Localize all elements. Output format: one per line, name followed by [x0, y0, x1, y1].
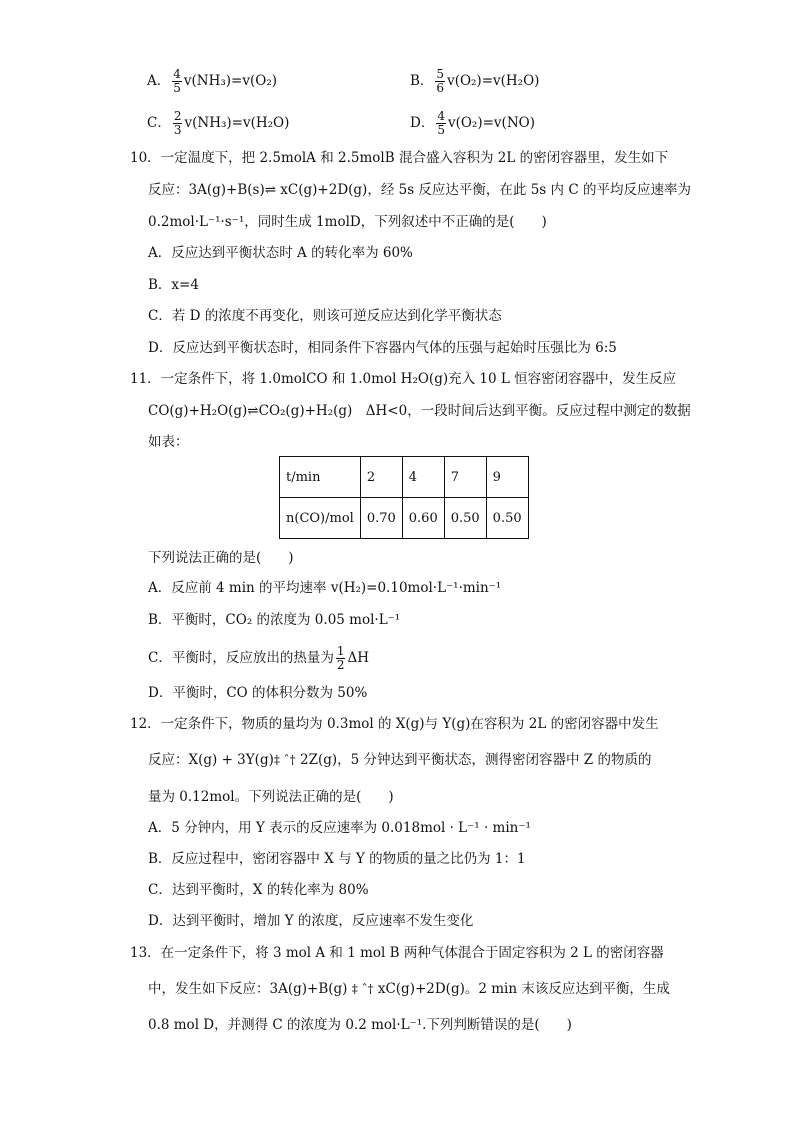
fraction-denominator: 3	[173, 123, 182, 137]
q11-option-b: B．平衡时，CO₂ 的浓度为 0.05 mol·L⁻¹	[148, 612, 401, 628]
table-cell: 9	[486, 457, 528, 498]
q10-stem-line-1: 10．一定温度下，把 2.5molA 和 2.5molB 混合盛入容积为 2L 的密闭容器里，发生如下	[130, 150, 669, 166]
q9-option-d	[410, 110, 535, 137]
table-header-nco: n(CO)/mol	[280, 498, 361, 539]
q11-option-c-fraction	[336, 645, 346, 672]
fraction-denominator: 6	[436, 81, 445, 95]
q12-option-d: D．达到平衡时，增加 Y 的浓度，反应速率不发生变化	[148, 913, 474, 929]
fraction-numerator: 5	[436, 67, 445, 81]
q9-option-d-fraction	[436, 110, 446, 137]
fraction-numerator: 2	[173, 109, 182, 123]
table-cell: 7	[444, 457, 486, 498]
q11-data-table	[279, 456, 529, 539]
fraction-numerator: 1	[336, 644, 345, 658]
fraction-denominator: 5	[173, 81, 181, 95]
q9-option-d-expr: v(O₂)=v(NO)	[447, 115, 535, 131]
q9-option-a-label: A．	[147, 73, 171, 89]
table-row	[280, 498, 529, 539]
q11-stem-line-3: 如表：	[148, 434, 189, 450]
q11-option-c-delta-h: ΔH	[347, 650, 370, 666]
q12-stem-line-3: 量为 0.12mol。下列说法正确的是( )	[148, 789, 394, 805]
equilibrium-arrow-icon: ‡ ˆ†	[351, 982, 374, 996]
q9-option-c-label: C．	[147, 115, 171, 131]
table-cell: 0.50	[444, 498, 486, 539]
q11-option-d: D．平衡时，CO 的体积分数为 50%	[148, 685, 368, 701]
q9-option-c-fraction	[173, 110, 183, 137]
q9-option-b-expr: v(O₂)=v(H₂O)	[447, 73, 540, 89]
q11-stem-line-2: CO(g)+H₂O(g)⇌CO₂(g)+H₂(g) ΔH<0，一段时间后达到平衡。反应过程中测定的数据	[148, 403, 691, 419]
equilibrium-arrow-icon: ‡ ˆ†	[273, 753, 296, 767]
q12-stem-line-1: 12．一定条件下，物质的量均为 0.3mol 的 X(g)与 Y(g)在容积为 2L 的密闭容器中发生	[130, 716, 659, 732]
fraction-denominator: 2	[336, 658, 345, 672]
fraction-numerator: 4	[437, 109, 445, 123]
q9-option-c	[147, 110, 289, 137]
q9-option-b-label: B．	[410, 73, 434, 89]
q13-stem-line-3: 0.8 mol D，并测得 C 的浓度为 0.2 mol·L⁻¹.下列判断错误的是( )	[148, 1017, 572, 1033]
table-cell: 0.70	[360, 498, 402, 539]
q9-option-d-label: D．	[410, 115, 435, 131]
q10-option-c: C．若 D 的浓度不再变化，则该可逆反应达到化学平衡状态	[148, 308, 502, 324]
fraction-denominator: 5	[437, 123, 445, 137]
q13-reaction-text: 中，发生如下反应：3A(g)+B(g)	[148, 981, 352, 997]
q12-reaction-text: 反应：X(g) + 3Y(g)	[148, 752, 274, 768]
q10-stem-line-2: 反应：3A(g)+B(s)⇌ xC(g)+2D(g)，经 5s 反应达平衡，在此 5s 内 C 的平均反应速率为	[148, 182, 691, 198]
q12-option-a: A．5 分钟内，用 Y 表示的反应速率为 0.018mol · L⁻¹ · min⁻¹	[148, 820, 531, 836]
q9-option-c-expr: v(NH₃)=v(H₂O)	[184, 115, 290, 131]
q12-option-c: C．达到平衡时，X 的转化率为 80%	[148, 882, 369, 898]
q13-stem-line-2	[148, 979, 670, 999]
q9-option-a-expr: v(NH₃)=v(O₂)	[183, 73, 277, 89]
q11-stem-line-1: 11．一定条件下，将 1.0molCO 和 1.0mol H₂O(g)充入 10 L 恒容密闭容器中，发生反应	[130, 371, 677, 387]
q12-stem-line-2	[148, 750, 651, 770]
q10-option-d: D．反应达到平衡状态时，相同条件下容器内气体的压强与起始时压强比为 6:5	[148, 340, 617, 356]
table-cell: 4	[402, 457, 444, 498]
q11-prompt: 下列说法正确的是( )	[148, 550, 294, 566]
q9-option-b-fraction	[435, 68, 445, 95]
q12-option-b: B．反应过程中，密闭容器中 X 与 Y 的物质的量之比仍为 1：1	[148, 851, 526, 867]
table-cell: 0.50	[486, 498, 528, 539]
q12-reaction-rest: 2Z(g)，5 分钟达到平衡状态，测得密闭容器中 Z 的物质的	[295, 752, 652, 768]
table-header-time: t/min	[280, 457, 361, 498]
q10-option-a: A．反应达到平衡状态时 A 的转化率为 60%	[148, 245, 413, 261]
q9-option-b	[410, 68, 539, 95]
table-row	[280, 457, 529, 498]
q11-option-a: A．反应前 4 min 的平均速率 v(H₂)=0.10mol·L⁻¹·min⁻¹	[148, 580, 502, 596]
q13-reaction-rest: xC(g)+2D(g)。2 min 末该反应达到平衡，生成	[373, 981, 670, 997]
q10-option-b: B．x=4	[148, 277, 199, 293]
q10-stem-line-3: 0.2mol·L⁻¹·s⁻¹，同时生成 1molD，下列叙述中不正确的是( )	[148, 214, 547, 230]
q13-stem-line-1: 13．在一定条件下，将 3 mol A 和 1 mol B 两种气体混合于固定容积为 2 L 的密闭容器	[130, 945, 664, 961]
q11-option-c	[148, 645, 369, 672]
q9-option-a-fraction	[172, 68, 182, 95]
q11-option-c-text: C．平衡时，反应放出的热量为	[148, 650, 334, 666]
table-cell: 0.60	[402, 498, 444, 539]
q9-option-a	[147, 68, 277, 95]
fraction-numerator: 4	[173, 67, 181, 81]
table-cell: 2	[360, 457, 402, 498]
